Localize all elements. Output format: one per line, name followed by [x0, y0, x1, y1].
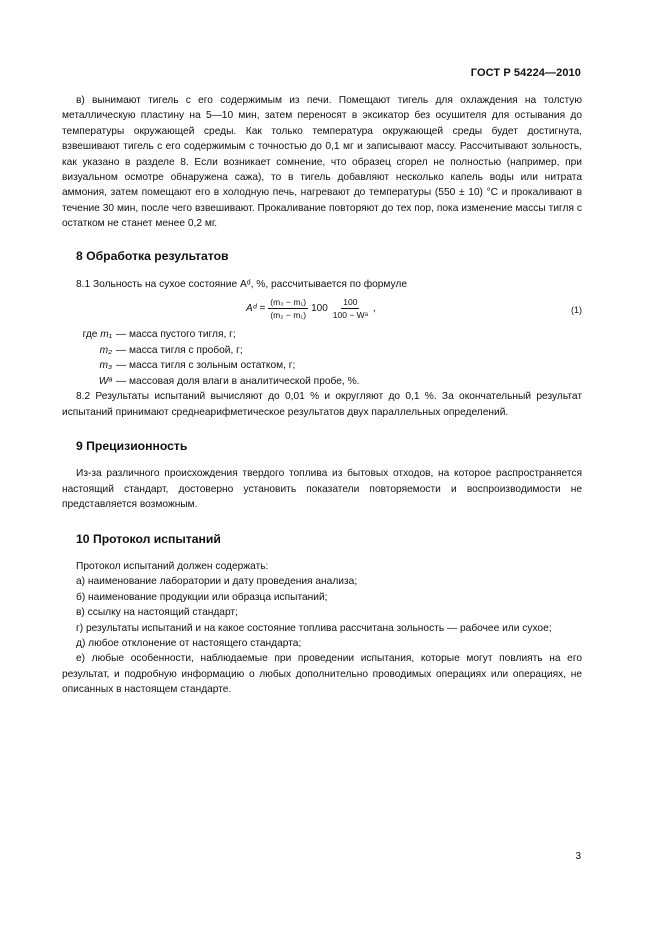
formula-body	[246, 296, 376, 321]
definition-text: — масса тигля с зольным остатком, г;	[116, 360, 296, 372]
paragraph-8-1: 8.1 Зольность на сухое состояние Aᵈ, %, рассчитывается по формуле	[76, 279, 408, 291]
list-item: в) ссылку на настоящий стандарт;	[76, 607, 238, 619]
section-10-title: 10 Протокол испытаний	[76, 531, 221, 546]
list-item: д) любое отклонение от настоящего стандарта;	[76, 637, 302, 649]
paragraph-8-2: 8.2 Результаты испытаний вычисляют до 0,01 % и округляют до 0,1 %. За окончательный результат испытаний принимают среднеарифметическое результатов двух параллельных определений.	[62, 391, 582, 418]
fraction-1-numerator: (m₃ − m₁)	[270, 297, 307, 308]
intro-paragraph: в) вынимают тигель с его содержимым из печи. Помещают тигель для охлаждения на толстую металлическую пластину на 5—10 мин, затем переносят в эксикатор без осушителя для остывания до температуры окружающей среды. Как только температура окружающей среды будет достигнута, взвешивают тигель с его содержимым с точностью до 0,1 мг и записывают массу. Рассчитывают зольность, как указано в разделе 8. Если возникает сомнение, что образец сгорел не полностью (например, при визуальном осмотре обнаружена сажа), то в тигель добавляют несколько капель воды или нитрата аммония, затем помещают его в холодную печь, нагревают до температуры (550 ± 10) °C и прокаливают в течение 30 мин, после чего взвешивают. Прокаливание повторяют до тех пор, пока изменение массы тигля с остатком не станет менее 0,2 мг.	[62, 95, 582, 230]
fraction-2-numerator: 100	[343, 297, 358, 308]
formula-fraction-1	[268, 296, 308, 321]
fraction-1-denominator: (m₂ − m₁)	[270, 310, 307, 321]
page-content	[62, 93, 582, 698]
definition-symbol	[62, 343, 116, 358]
section-10-intro: Протокол испытаний должен содержать:	[76, 560, 269, 572]
formula-fraction-2	[331, 296, 370, 321]
where-word: где	[82, 329, 98, 341]
list-item: б) наименование продукции или образца испытаний;	[76, 591, 328, 603]
definition-row	[62, 374, 582, 389]
section-8-title: 8 Обработка результатов	[76, 248, 229, 263]
symbol-m1: m₁	[100, 329, 112, 341]
formula-lhs: Aᵈ =	[246, 303, 266, 315]
list-item: г) результаты испытаний и на какое состояние топлива рассчитана зольность — рабочее или сухое;	[76, 622, 552, 634]
symbol-definitions	[62, 327, 582, 389]
definition-symbol	[62, 327, 116, 342]
definition-text: — масса тигля с пробой, г;	[116, 344, 243, 356]
formula-1	[62, 293, 582, 327]
symbol-wa: Wᵃ	[98, 375, 112, 387]
definition-symbol	[62, 358, 116, 373]
symbol-m2: m₂	[99, 344, 112, 356]
list-item: е) любые особенности, наблюдаемые при проведении испытания, которые могут повлиять на его результат, и подробную информацию о любых дополнительно проводимых операциях или операциях, не описанных в настоящем стандарте.	[62, 653, 582, 696]
formula-multiplier: 100	[311, 303, 328, 315]
list-item: а) наименование лаборатории и дату проведения анализа;	[76, 576, 358, 588]
formula-tail: ,	[372, 303, 376, 315]
definition-text: — массовая доля влаги в аналитической пробе, %.	[116, 375, 360, 387]
equation-number: (1)	[571, 305, 582, 316]
definition-row	[62, 327, 582, 342]
page-number: 3	[575, 851, 581, 862]
definition-row	[62, 343, 582, 358]
fraction-2-denominator: 100 − Wᵃ	[332, 310, 368, 321]
definition-symbol	[62, 374, 116, 389]
symbol-m3: m₃	[99, 360, 112, 372]
definition-text: — масса пустого тигля, г;	[116, 329, 236, 341]
document-header: ГОСТ Р 54224—2010	[470, 67, 581, 79]
section-9-title: 9 Прецизионность	[76, 438, 188, 453]
section-9-paragraph: Из-за различного происхождения твердого топлива из бытовых отходов, на которое распространяется настоящий стандарт, достоверно установить показатели повторяемости и воспроизводимости не представляется возможным.	[62, 468, 582, 511]
definition-row	[62, 358, 582, 373]
